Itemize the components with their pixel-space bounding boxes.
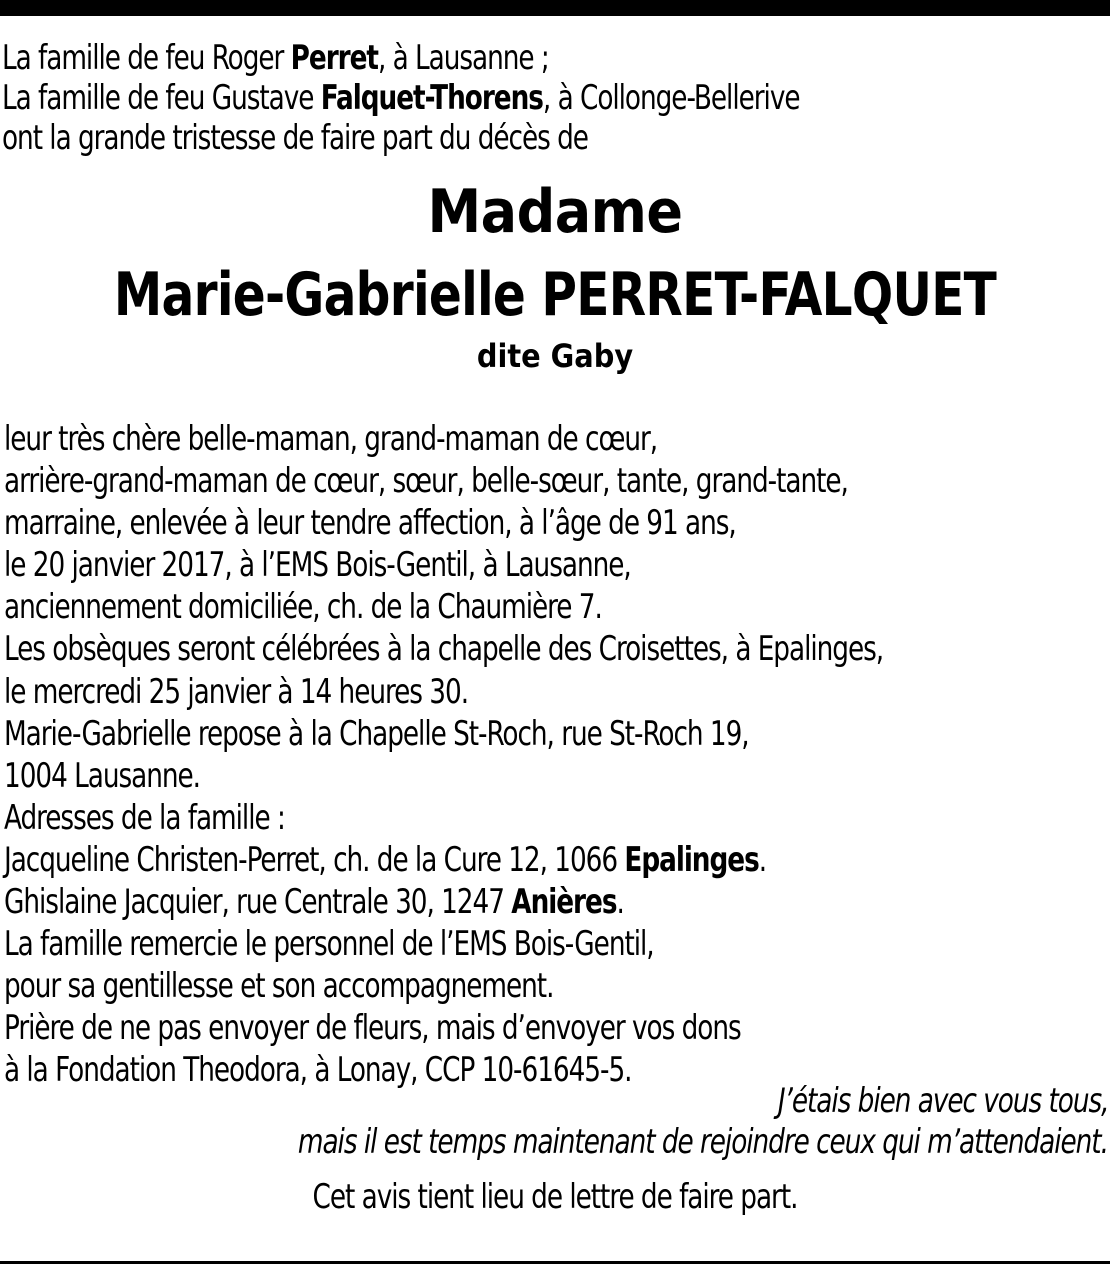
closing-note: Cet avis tient lieu de lettre de faire part. bbox=[312, 1177, 798, 1217]
deceased-name: Marie-Gabrielle PERRET-FALQUET bbox=[113, 260, 997, 330]
address-line-2: Ghislaine Jacquier, rue Centrale 30, 1247 Anières. bbox=[4, 882, 624, 923]
family-name-falquet-thorens: Falquet-Thorens bbox=[320, 78, 543, 118]
body-line: pour sa gentillesse et son accompagnement. bbox=[4, 966, 554, 1007]
nickname: dite Gaby bbox=[476, 337, 634, 375]
body-line: le mercredi 25 janvier à 14 heures 30. bbox=[4, 671, 469, 712]
city-epalinges: Epalinges bbox=[624, 839, 759, 880]
top-rule bbox=[0, 0, 1110, 16]
intro-line-2: La famille de feu Gustave Falquet-Thorens, à Collonge-Bellerive bbox=[2, 78, 800, 118]
intro-block bbox=[2, 38, 948, 158]
family-name-perret: Perret bbox=[290, 38, 378, 78]
honorific: Madame bbox=[427, 177, 683, 247]
body-line: marraine, enlevée à leur tendre affection, à l’âge de 91 ans, bbox=[4, 503, 736, 544]
intro-line-1: La famille de feu Roger Perret, à Lausanne ; bbox=[2, 38, 549, 78]
body-line: arrière-grand-maman de cœur, sœur, belle-sœur, tante, grand-tante, bbox=[4, 461, 848, 502]
city-anieres: Anières bbox=[511, 882, 617, 923]
address-line-1: Jacqueline Christen-Perret, ch. de la Cure 12, 1066 Epalinges. bbox=[4, 839, 767, 880]
body-line: Les obsèques seront célébrées à la chapelle des Croisettes, à Epalinges, bbox=[4, 629, 884, 670]
quote-line-2: mais il est temps maintenant de rejoindre ceux qui m’attendaient. bbox=[297, 1122, 1108, 1162]
body-line: 1004 Lausanne. bbox=[4, 755, 201, 796]
quote-line-1: J’étais bien avec vous tous, bbox=[777, 1081, 1108, 1121]
body-line: anciennement domiciliée, ch. de la Chaumière 7. bbox=[4, 587, 602, 628]
body-line: à la Fondation Theodora, à Lonay, CCP 10-61645-5. bbox=[4, 1050, 632, 1091]
body-line: Adresses de la famille : bbox=[4, 797, 285, 838]
body-line: le 20 janvier 2017, à l’EMS Bois-Gentil, à Lausanne, bbox=[4, 545, 631, 586]
announcement-body bbox=[4, 418, 1088, 1092]
body-line: leur très chère belle-maman, grand-maman de cœur, bbox=[4, 419, 658, 459]
intro-line-3: ont la grande tristesse de faire part du décès de bbox=[2, 118, 588, 158]
body-line: La famille remercie le personnel de l’EMS Bois-Gentil, bbox=[4, 924, 654, 965]
body-line: Prière de ne pas envoyer de fleurs, mais d’envoyer vos dons bbox=[4, 1008, 741, 1049]
body-line: Marie-Gabrielle repose à la Chapelle St-Roch, rue St-Roch 19, bbox=[4, 713, 749, 754]
